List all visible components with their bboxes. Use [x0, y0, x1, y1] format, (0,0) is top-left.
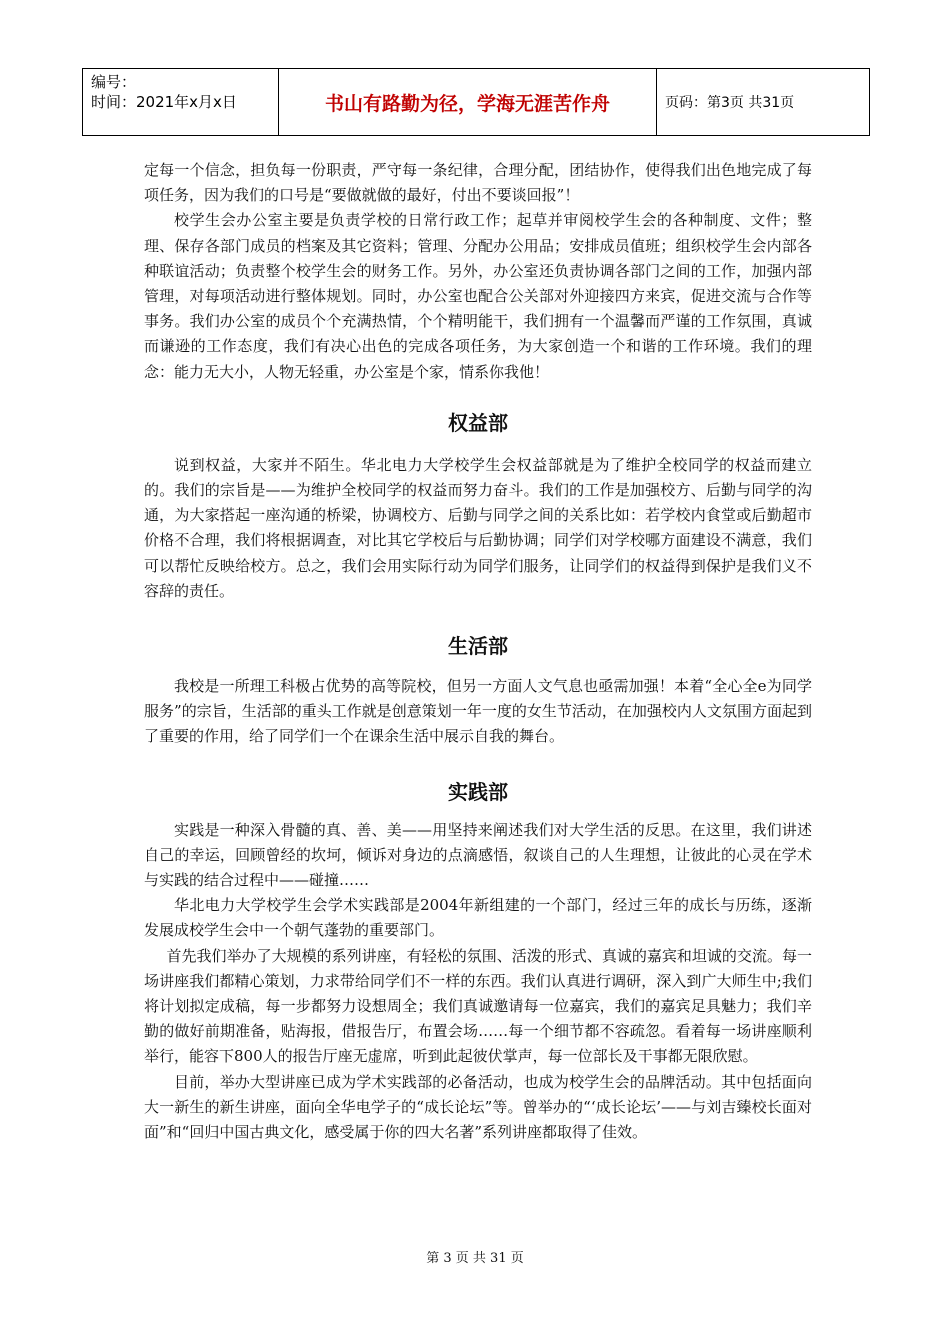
- shijian-paragraph-4: 目前，举办大型讲座已成为学术实践部的必备活动，也成为校学生会的品牌活动。其中包括面向大一新生的新生讲座，面向全华电学子的“成长论坛”等。曾举办的“‘成长论坛’——与刘吉臻校长面对面”和“回归中国古典文化，感受属于你的四大名著”系列讲座都取得了佳效。: [144, 1072, 812, 1142]
- intro-paragraph-2: 校学生会办公室主要是负责学校的日常行政工作；起草并审阅校学生会的各种制度、文件；整理、保存各部门成员的档案及其它资料；管理、分配办公用品；安排成员值班；组织校学生会内部各种联谊活动；负责整个校学生会的财务工作。另外，办公室还负责协调各部门之间的工作，加强内部管理，对每项活动进行整体规划。同时，办公室也配合公关部对外迎接四方来宾，促进交流与合作等事务。我们办公室的成员个个充满热情，个个精明能干，我们拥有一个温馨而严谨的工作氛围，真诚而谦逊的工作态度，我们有决心出色的完成各项任务，为大家创造一个和谐的工作环境。我们的理念：能力无大小，人物无轻重，办公室是个家，情系你我他！: [144, 211, 812, 381]
- section-title-shenghuo: 生活部: [448, 634, 508, 659]
- number-label: 编号：: [91, 73, 137, 91]
- shijian-paragraph-1: 实践是一种深入骨髓的真、善、美——用坚持来阐述我们对大学生活的反思。在这里，我们讲述自己的幸运，回顾曾经的坎坷，倾诉对身边的点滴感悟，叙谈自己的人生理想，让彼此的心灵在学术与实践的结合过程中——碰撞……: [144, 820, 812, 890]
- intro-paragraph-1: 定每一个信念，担负每一份职责，严守每一条纪律，合理分配，团结协作，使得我们出色地完成了每项任务，因为我们的口号是“要做就做的最好，付出不要谈回报”！: [144, 161, 812, 205]
- document-body: [144, 158, 812, 1145]
- date-label: 时间：2021年x月x日: [91, 93, 237, 111]
- shijian-paragraph-3: 首先我们举办了大规模的系列讲座，有轻松的氛围、活泼的形式、真诚的嘉宾和坦诚的交流。每一场讲座我们都精心策划，力求带给同学们不一样的东西。我们认真进行调研，深入到广大师生中;我们将计划拟定成稿，每一步都努力设想周全；我们真诚邀请每一位嘉宾，我们的嘉宾足具魅力；我们辛勤的做好前期准备，贴海报，借报告厅，布置会场……每一个细节都不容疏忽。看着每一场讲座顺利举行，能容下800人的报告厅座无虚席，听到此起彼伏掌声，每一位部长及干事都无限欣慰。: [144, 946, 812, 1066]
- header-motto: 书山有路勤为径，学海无涯苦作舟: [279, 69, 657, 135]
- quanyi-paragraph-1: 说到权益，大家并不陌生。华北电力大学校学生会权益部就是为了维护全校同学的权益而建立的。我们的宗旨是——为维护全校同学的权益而努力奋斗。我们的工作是加强校方、后勤与同学的沟通，为大家搭起一座沟通的桥梁，协调校方、后勤与同学之间的关系比如：若学校内食堂或后勤超市价格不合理，我们将根据调查，对比其它学校后与后勤协调；同学们对学校哪方面建设不满意，我们可以帮忙反映给校方。总之，我们会用实际行动为同学们服务，让同学们的权益得到保护是我们义不容辞的责任。: [144, 455, 812, 600]
- header-meta: [83, 69, 279, 135]
- shijian-paragraph-2: 华北电力大学校学生会学术实践部是2004年新组建的一个部门，经过三年的成长与历练，逐渐发展成校学生会中一个朝气蓬勃的重要部门。: [144, 896, 812, 940]
- page-footer: 第 3 页 共 31 页: [426, 1251, 524, 1266]
- section-title-shijian: 实践部: [448, 779, 508, 804]
- page-header: [82, 68, 870, 136]
- section-title-quanyi: 权益部: [448, 410, 508, 435]
- shenghuo-paragraph-1: 我校是一所理工科极占优势的高等院校，但另一方面人文气息也亟需加强！本着“全心全e为同学服务”的宗旨，生活部的重头工作就是创意策划一年一度的女生节活动，在加强校内人文氛围方面起到了重要的作用，给了同学们一个在课余生活中展示自我的舞台。: [144, 677, 812, 746]
- header-page-info: 页码：第3页 共31页: [665, 95, 795, 111]
